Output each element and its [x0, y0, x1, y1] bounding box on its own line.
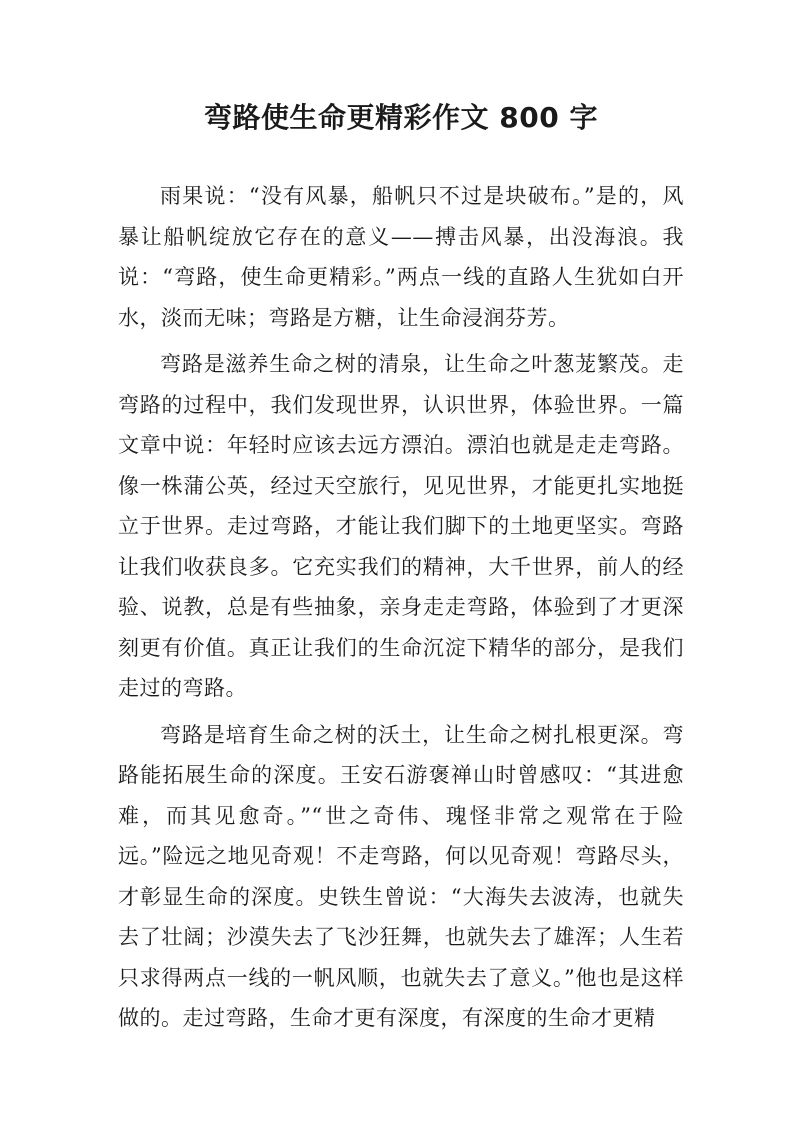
- paragraph-1: 雨果说：“没有风暴，船帆只不过是块破布。”是的，风暴让船帆绽放它存在的意义——搏击风暴，出没海浪。我说：“弯路，使生命更精彩。”两点一线的直路人生犹如白开水，淡而无味；弯路是方糖，让生命浸润芬芳。: [118, 184, 684, 330]
- paragraph-3: 弯路是培育生命之树的沃土，让生命之树扎根更深。弯路能拓展生命的深度。王安石游褒禅山时曾感叹：“其进愈难，而其见愈奇。”“世之奇伟、瑰怪非常之观常在于险远。”险远之地见奇观！不走弯路，何以见奇观！弯路尽头，才彰显生命的深度。史铁生曾说：“大海失去波涛，也就失去了壮阔；沙漠失去了飞沙狂舞，也就失去了雄浑；人生若只求得两点一线的一帆风顺，也就失去了意义。”他也是这样做的。走过弯路，生命才更有深度，有深度的生命才更精: [118, 722, 684, 1030]
- document-page: [118, 90, 684, 1045]
- paragraph-2: 弯路是滋养生命之树的清泉，让生命之叶葱茏繁茂。走弯路的过程中，我们发现世界，认识世界，体验世界。一篇文章中说：年轻时应该去远方漂泊。漂泊也就是走走弯路。像一株蒲公英，经过天空旅行，见见世界，才能更扎实地挺立于世界。走过弯路，才能让我们脚下的土地更坚实。弯路让我们收获良多。它充实我们的精神，大千世界，前人的经验、说教，总是有些抽象，亲身走走弯路，体验到了才更深刻更有价值。真正让我们的生命沉淀下精华的部分，是我们走过的弯路。: [118, 352, 684, 700]
- document-title: 弯路使生命更精彩作文 800 字: [204, 101, 598, 134]
